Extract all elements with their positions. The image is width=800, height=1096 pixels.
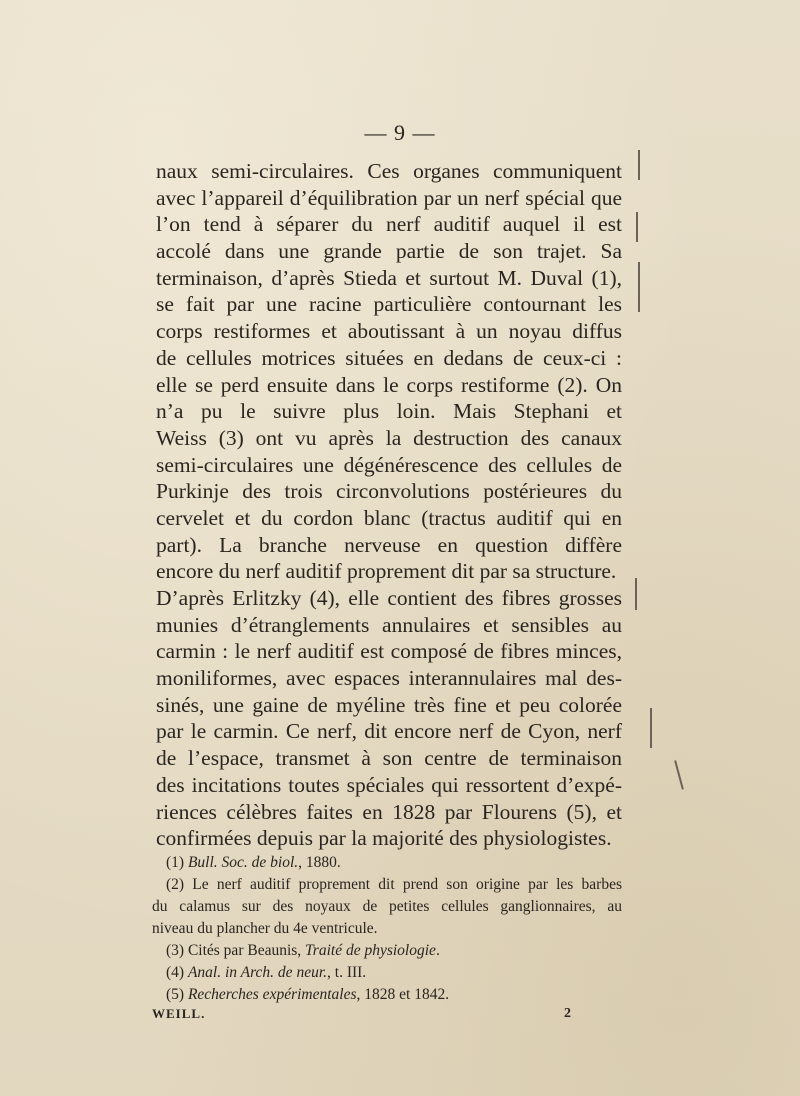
footnote-text: , t. III. <box>327 964 367 981</box>
footnote-1 <box>152 852 622 874</box>
text-line: elle se perd ensuite dans le corps restiforme (2). On <box>156 372 622 397</box>
footnote-citation: Traité de physiologie <box>305 942 436 959</box>
text-line: n’a pu le suivre plus loin. Mais Stephani et <box>156 399 622 424</box>
footnote-citation: Bull. Soc. de biol. <box>187 854 299 871</box>
text-line: de cellules motrices situées en dedans de ceux-ci : <box>156 345 622 370</box>
signature-row <box>152 1006 572 1028</box>
text-line: se fait par une racine particulière contournant les <box>156 292 622 317</box>
text-line: Weiss (3) ont vu après la destruction des canaux <box>156 425 622 450</box>
margin-line <box>636 212 638 242</box>
footnote-number: (4) <box>166 964 188 981</box>
page-number: — 9 — <box>364 120 436 145</box>
footnote-2-line: (2) Le nerf auditif proprement dit prend son origine par les barbes <box>166 876 622 893</box>
footnote-2-line: du calamus sur des noyaux de petites cellules ganglionnaires, au <box>152 898 622 915</box>
footnote-text: . <box>435 942 440 959</box>
margin-line <box>638 262 640 312</box>
margin-line <box>674 760 683 789</box>
footnote-text: (3) Cités par Beaunis, <box>166 942 306 959</box>
printer-signature: WEILL. <box>152 1006 206 1021</box>
text-line: confirmées depuis par la majorité des physiologistes. <box>156 826 612 851</box>
text-line: cervelet et du cordon blanc (tractus auditif qui en <box>156 505 622 530</box>
text-line: Purkinje des trois circonvolutions postérieures du <box>156 479 622 504</box>
text-line: par le carmin. Ce nerf, dit encore nerf de Cyon, nerf <box>156 719 622 744</box>
text-line: corps restiformes et aboutissant à un noyau diffus <box>156 319 622 344</box>
text-line: encore du nerf auditif proprement dit par sa structure. <box>156 559 617 584</box>
margin-line <box>638 150 640 180</box>
margin-line <box>650 708 652 748</box>
footnote-number: (1) <box>166 854 185 871</box>
text-line: carmin : le nerf auditif est composé de fibres minces, <box>156 639 622 664</box>
text-line: avec l’appareil d’équilibration par un nerf spécial que <box>156 185 622 210</box>
text-line: terminaison, d’après Stieda et surtout M. Duval (1), <box>156 265 622 290</box>
footnote-citation: Recherches expérimentales <box>187 986 357 1003</box>
footnote-5 <box>152 984 622 1006</box>
text-line: semi-circulaires une dégénérescence des cellules de <box>156 452 622 477</box>
text-line: naux semi-circulaires. Ces organes communiquent <box>156 159 622 183</box>
text-line: des incitations toutes spéciales qui ressortent d’expé- <box>156 772 622 797</box>
signature-mark: 2 <box>564 1006 572 1021</box>
text-line: part). La branche nerveuse en question diffère <box>156 532 622 557</box>
text-line: de l’espace, transmet à son centre de terminaison <box>156 746 622 771</box>
margin-line <box>635 578 637 610</box>
body-paragraph <box>156 158 622 852</box>
footnote-text: , 1828 et 1842. <box>356 986 450 1003</box>
footnote-text: , 1880. <box>298 854 341 871</box>
footnote-2-line: niveau du plancher du 4e ventricule. <box>152 920 378 937</box>
text-line: l’on tend à séparer du nerf auditif auquel il est <box>156 212 622 237</box>
text-line: D’après Erlitzky (4), elle contient des fibres grosses <box>156 586 622 610</box>
footnote-3 <box>152 940 622 962</box>
footnote-4 <box>152 962 622 984</box>
text-line: moniliformes, avec espaces interannulaires mal des- <box>156 666 622 691</box>
text-line: munies d’étranglements annulaires et sensibles au <box>156 612 622 637</box>
footnote-number: (5) <box>166 986 188 1003</box>
text-line: accolé dans une grande partie de son trajet. Sa <box>156 239 622 264</box>
footnote-citation: Anal. in Arch. de neur. <box>187 964 328 981</box>
footnotes <box>152 852 622 1006</box>
text-line: riences célèbres faites en 1828 par Flourens (5), et <box>156 799 622 824</box>
text-line: sinés, une gaine de myéline très fine et peu colorée <box>156 692 622 717</box>
